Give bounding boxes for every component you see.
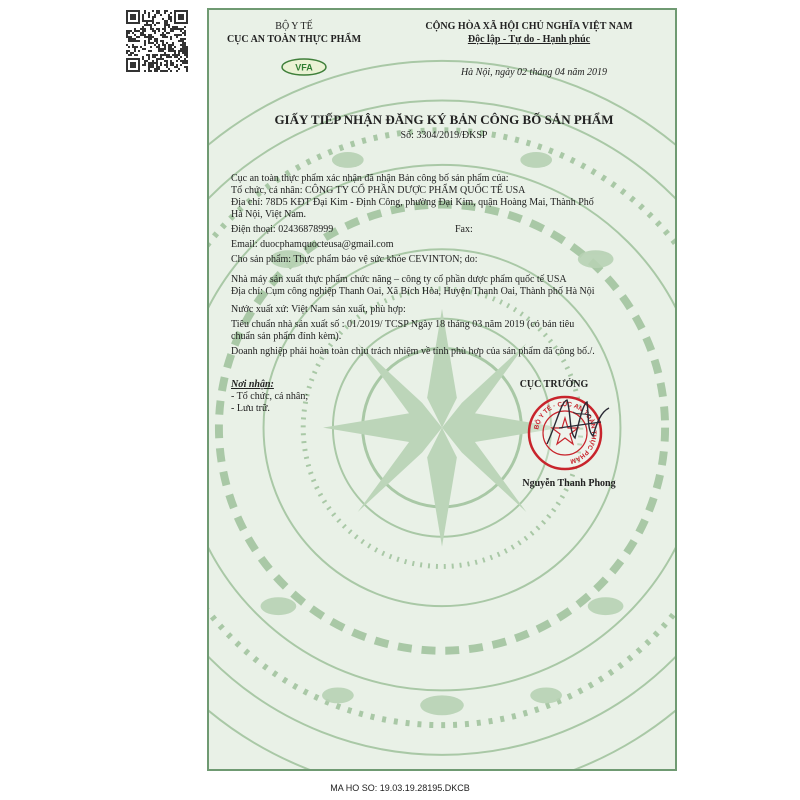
standard-line-1: Tiêu chuẩn nhà sản xuất số : 01/2019/ TCSP Ngày 18 tháng 03 năm 2019 (có bản tiêu (231, 319, 575, 330)
organization-line: Tổ chức, cá nhân: CÔNG TY CỔ PHẦN DƯỢC PHẨM QUỐC TẾ USA (231, 185, 526, 196)
address-line-1: Địa chỉ: 78D5 KĐT Đại Kim - Định Công, phường Đại Kim, quận Hoàng Mai, Thành Phố (231, 197, 594, 208)
manufacturer-line: Nhà máy sản xuất thực phẩm chức năng – công ty cổ phần dược phẩm quốc tế USA (231, 274, 567, 285)
dossier-code: MA HO SO: 19.03.19.28195.DKCB (330, 783, 470, 793)
fax-line: Fax: (455, 224, 473, 235)
signer-name: Nguyễn Thanh Phong (522, 478, 616, 489)
recipient-item: - Lưu trữ. (231, 403, 270, 414)
recipients-label: Nơi nhận: (231, 379, 274, 390)
qr-code-icon (124, 8, 190, 74)
intro-line: Cục an toàn thực phẩm xác nhận đã nhận Bản công bố sản phẩm của: (231, 173, 509, 184)
recipient-item: - Tổ chức, cá nhân; (231, 391, 309, 402)
origin-line: Nước xuất xứ: Việt Nam sản xuất, phù hợp: (231, 304, 406, 315)
certificate-document (207, 8, 677, 771)
country-name: CỘNG HÒA XÃ HỘI CHỦ NGHĨA VIỆT NAM (425, 21, 633, 32)
manufacturer-address-line: Địa chỉ: Cụm công nghiệp Thanh Oai, Xã Bích Hòa, Huyện Thanh Oai, Thành phố Hà Nội (231, 286, 595, 297)
handwritten-signature (539, 382, 619, 462)
svg-text:BỘ Y TẾ · CỤC AN TOÀN THỰC PHẨ: BỘ Y TẾ · CỤC AN TOÀN THỰC PHẨM (533, 400, 598, 465)
agency-name: CỤC AN TOÀN THỰC PHẨM (226, 34, 362, 45)
document-title: GIẤY TIẾP NHẬN ĐĂNG KÝ BẢN CÔNG BỐ SẢN PHẨM (274, 112, 614, 127)
address-line-2: Hà Nội, Việt Nam. (231, 209, 307, 220)
standard-line-2: chuẩn sản phẩm đính kèm). (231, 331, 342, 342)
signer-title: CỤC TRƯỞNG (519, 379, 589, 390)
vfa-logo (281, 58, 327, 76)
responsibility-line: Doanh nghiệp phải hoàn toàn chịu trách nhiệm về tính phù hợp của sản phẩm đã công bố./. (231, 346, 595, 357)
date-line: Hà Nội, ngày 02 tháng 04 năm 2019 (460, 67, 608, 78)
ministry-name: BỘ Y TẾ (275, 21, 313, 32)
product-line: Cho sản phẩm: Thực phẩm bảo vệ sức khỏe CEVINTON; do: (231, 254, 478, 265)
email-line: Email: duocphamquocteusa@gmail.com (231, 239, 394, 250)
national-motto: Độc lập - Tự do - Hạnh phúc (467, 34, 591, 45)
phone-line: Điện thoại: 02436878999 (231, 224, 334, 235)
document-number: Số: 3304/2019/ĐKSP (400, 130, 488, 141)
svg-text:VFA: VFA (295, 62, 313, 73)
